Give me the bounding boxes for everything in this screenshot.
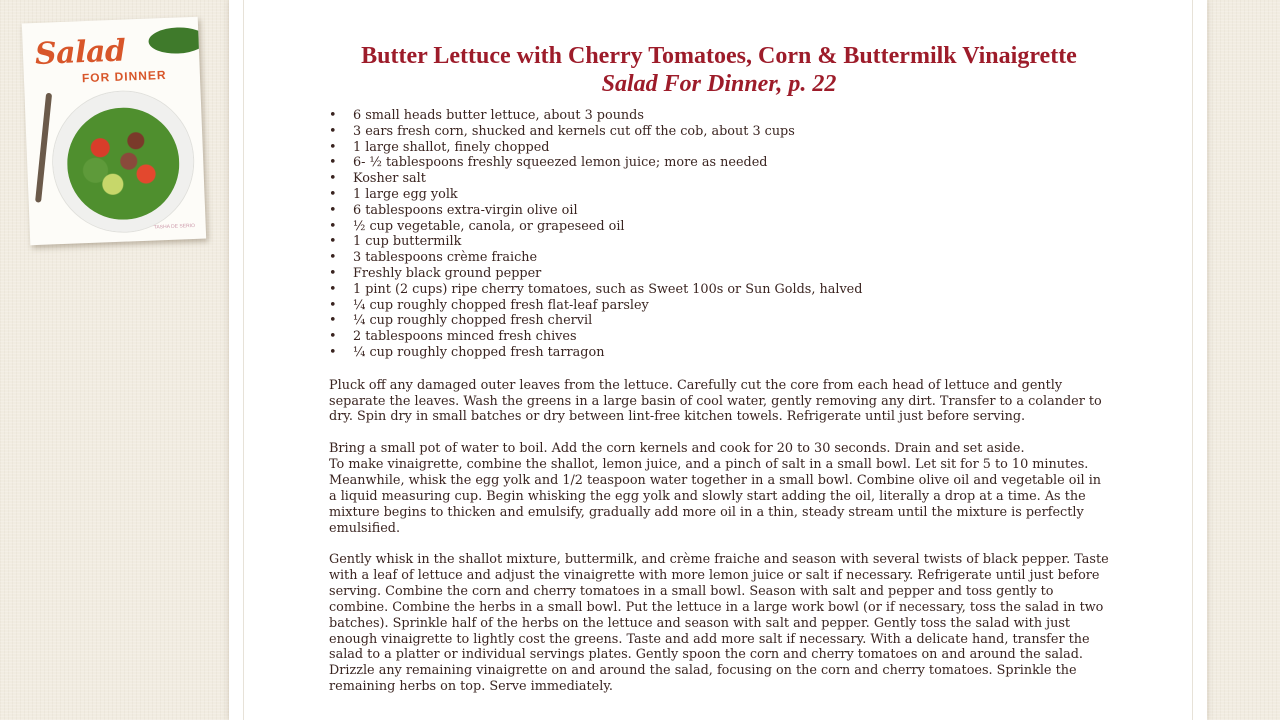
book-cover-image	[22, 17, 206, 246]
ingredient-item: • Freshly black ground pepper	[329, 266, 1109, 282]
recipe-content	[329, 42, 1109, 695]
ingredient-item: • ¼ cup roughly chopped fresh chervil	[329, 313, 1109, 329]
step-paragraph: Bring a small pot of water to boil. Add the corn kernels and cook for 20 to 30 seconds. Drain and set aside.	[329, 441, 1025, 457]
ingredient-item: • 3 ears fresh corn, shucked and kernels cut off the cob, about 3 cups	[329, 124, 1109, 140]
ingredient-item: • 6- ½ tablespoons freshly squeezed lemon juice; more as needed	[329, 155, 1109, 171]
cover-title: Salad	[34, 33, 127, 72]
step-paragraph: To make vinaigrette, combine the shallot, lemon juice, and a pinch of salt in a small bowl. Let sit for 5 to 10 minutes. Meanwhile, whisk the egg yolk and 1/2 teaspoon water together in a small bowl. Combine olive oil and vegetable oil in a liquid measuring cup. Begin whisking the egg yolk and slowly start adding the oil, literally a drop at a time. As the mixture begins to thicken and emulsify, gradually add more oil in a thin, steady stream until the mixture is perfectly emulsified.	[329, 457, 1102, 536]
cover-herb-decoration	[148, 26, 206, 54]
ingredient-item: • 6 small heads butter lettuce, about 3 pounds	[329, 108, 1109, 124]
ingredient-item: • 2 tablespoons minced fresh chives	[329, 329, 1109, 345]
step-paragraph: Gently whisk in the shallot mixture, buttermilk, and crème fraiche and season with several twists of black pepper. Taste with a leaf of lettuce and adjust the vinaigrette with more lemon juice or salt if necessary. Refrigerate until just before serving. Combine the corn and cherry tomatoes in a small bowl. Season with salt and pepper and toss gently to combine. Combine the herbs in a small bowl. Put the lettuce in a large work bowl (or if necessary, toss the salad in two batches). Sprinkle half of the herbs on the lettuce and season with salt and pepper. Gently toss the salad with just enough vinaigrette to lightly cost the greens. Taste and add more salt if necessary. With a delicate hand, transfer the salad to a platter or individual servings plates. Gently spoon the corn and cherry tomatoes on and around the salad. Drizzle any remaining vinaigrette on and around the salad, focusing on the corn and cherry tomatoes. Sprinkle the remaining herbs on top. Serve immediately.	[329, 552, 1109, 695]
ingredient-item: • ½ cup vegetable, canola, or grapeseed oil	[329, 219, 1109, 235]
recipe-title: Butter Lettuce with Cherry Tomatoes, Corn & Buttermilk Vinaigrette	[361, 43, 1077, 69]
step-paragraph: Pluck off any damaged outer leaves from the lettuce. Carefully cut the core from each head of lettuce and gently separate the leaves. Wash the greens in a large basin of cool water, gently removing any dirt. Transfer to a colander to dry. Spin dry in small batches or dry between lint-free kitchen towels. Refrigerate until just before serving.	[329, 377, 1102, 425]
ingredient-item: • Kosher salt	[329, 171, 1109, 187]
recipe-source: Salad For Dinner, p. 22	[601, 71, 837, 97]
ingredient-item: • 1 large shallot, finely chopped	[329, 140, 1109, 156]
ingredient-item: • 1 cup buttermilk	[329, 234, 1109, 250]
cover-subtitle: FOR DINNER	[81, 67, 167, 86]
fork-illustration	[35, 93, 52, 203]
ingredient-item: • 6 tablespoons extra-virgin olive oil	[329, 203, 1109, 219]
ingredient-item: • 1 pint (2 cups) ripe cherry tomatoes, such as Sweet 100s or Sun Golds, halved	[329, 282, 1109, 298]
ingredient-item: • ¼ cup roughly chopped fresh flat-leaf parsley	[329, 298, 1109, 314]
cover-author: TASHA DE SERIO	[153, 222, 196, 231]
ingredient-item: • 3 tablespoons crème fraiche	[329, 250, 1109, 266]
ingredient-list	[329, 108, 1109, 361]
ingredient-item: • ¼ cup roughly chopped fresh tarragon	[329, 345, 1109, 361]
ingredient-item: • 1 large egg yolk	[329, 187, 1109, 203]
